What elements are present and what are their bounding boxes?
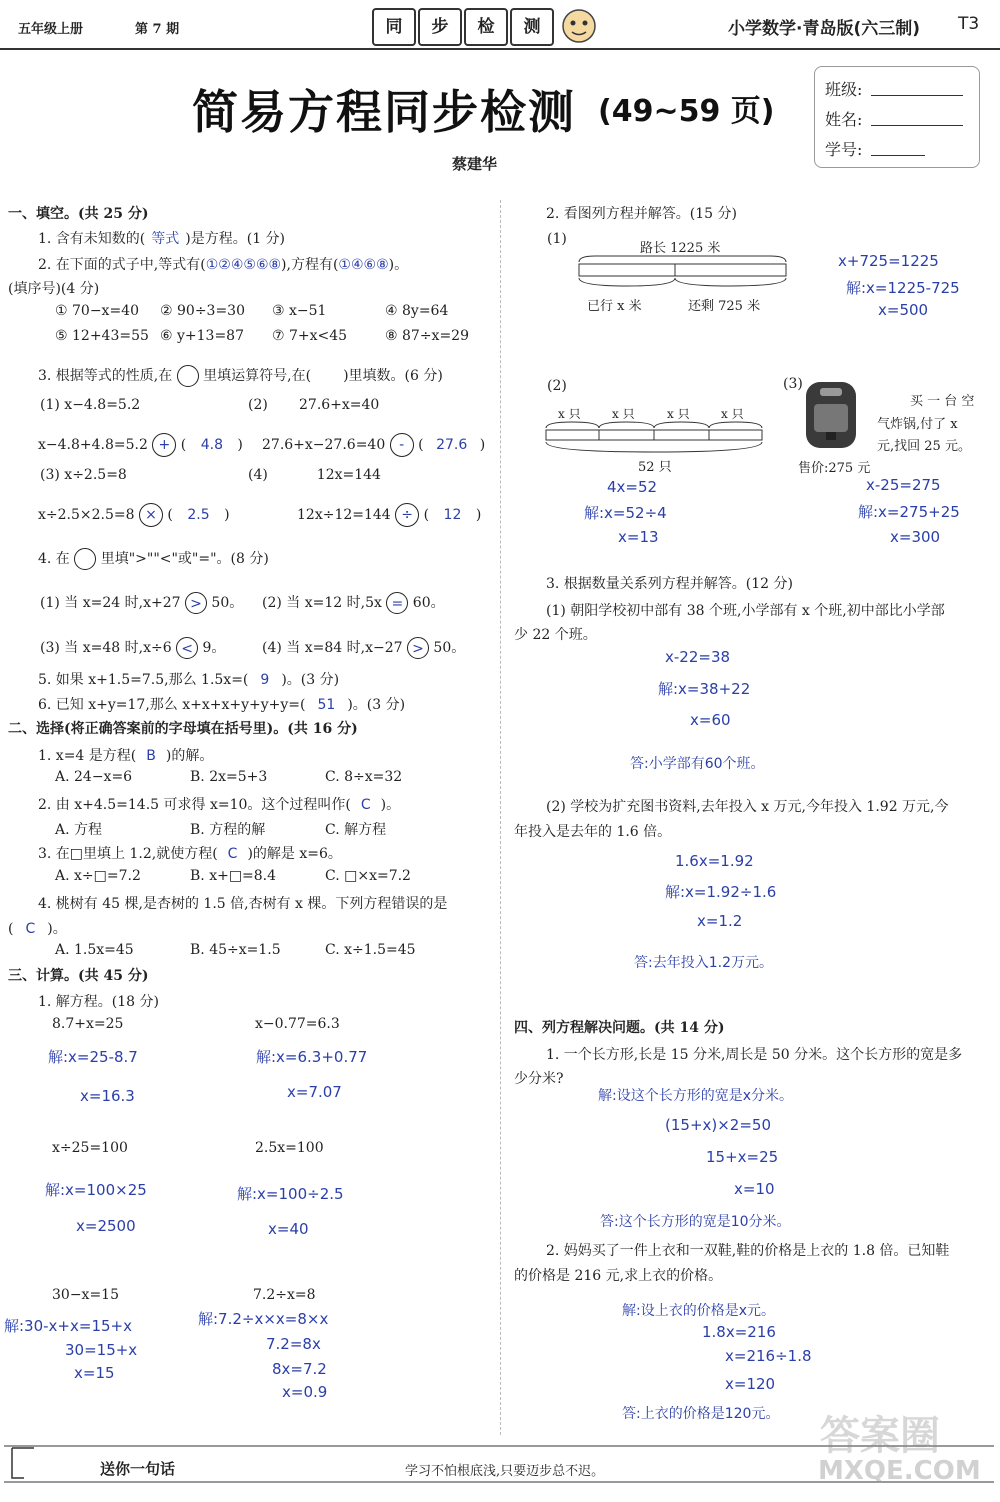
seg-label: x 只	[667, 407, 690, 421]
watermark-text: 答案圈	[820, 1413, 940, 1459]
q3-2-step: 27.6+x−27.6=40 - ( 27.6 )	[262, 433, 485, 457]
option: ⑦ 7+x<45	[272, 328, 348, 344]
answer: x=300	[890, 528, 941, 546]
r3-p1-text: 少 22 个班。	[514, 627, 597, 643]
r2-p2-num: (2)	[547, 378, 567, 394]
answer: x=1.2	[697, 912, 743, 930]
q3-4-eq: (4) 12x=144	[248, 467, 381, 483]
eq-step: 7.2=8x	[266, 1335, 321, 1353]
s2-q4: 4. 桃树有 45 棵,是杏树的 1.5 倍,杏树有 x 棵。下列方程错误的是	[38, 896, 448, 912]
choice: B. x+□=8.4	[190, 868, 277, 884]
r3-title: 3. 根据数量关系列方程并解答。(12 分)	[546, 576, 793, 592]
option: ① 70−x=40	[55, 303, 139, 319]
header-tab: 检	[464, 8, 508, 46]
page-header	[0, 0, 1000, 50]
choice: C. x÷1.5=45	[325, 942, 416, 958]
q3-3-step: x÷2.5×2.5=8 × ( 2.5 )	[38, 503, 230, 527]
answer: 解:x=1.92÷1.6	[665, 883, 777, 901]
r4-p2-text: 的价格是 216 元,求上衣的价格。	[514, 1268, 723, 1284]
s1-q2: 2. 在下面的式子中,等式有(①②④⑤⑥⑧),方程有(①④⑥⑧)。	[38, 257, 409, 273]
answer: 答:去年投入1.2万元。	[634, 955, 773, 971]
header-tab: 步	[418, 8, 462, 46]
option: ③ x−51	[272, 303, 327, 319]
name-label: 姓名:	[825, 110, 863, 129]
eq-step: 解:x=25-8.7	[48, 1048, 138, 1066]
r4-p2-text: 2. 妈妈买了一件上衣和一双鞋,鞋的价格是上衣的 1.8 倍。已知鞋	[546, 1243, 950, 1259]
q3-1-eq: (1) x−4.8=5.2	[40, 397, 141, 413]
column-divider	[500, 200, 501, 1435]
section-3-title: 三、计算。(共 45 分)	[8, 968, 149, 984]
air-fryer-icon	[800, 378, 862, 454]
answer: 4x=52	[607, 478, 658, 496]
eq-step: 解:x=100×25	[45, 1181, 147, 1199]
choice: A. 1.5x=45	[55, 942, 134, 958]
eq-step: 解:7.2÷x×x=8×x	[198, 1310, 329, 1328]
option: ④ 8y=64	[385, 303, 449, 319]
eq-step: x=7.07	[287, 1083, 342, 1101]
page-range: (49~59 页)	[598, 94, 775, 129]
eq-step: x=16.3	[80, 1087, 135, 1105]
r3-p2-text: (2) 学校为扩充图书资料,去年投入 x 万元,今年投入 1.92 万元,今	[546, 799, 949, 815]
choice: C. 解方程	[325, 822, 387, 838]
answer: x=60	[690, 711, 731, 729]
id-line	[871, 155, 925, 156]
diagram-left-label: 已行 x 米	[587, 299, 642, 314]
diagram-total-label: 52 只	[638, 460, 672, 475]
answer: x=120	[725, 1375, 776, 1393]
answer: 解:x=1225-725	[846, 279, 960, 297]
answer: 答:小学部有60个班。	[630, 756, 765, 772]
q3-2-eq: (2) 27.6+x=40	[248, 397, 380, 413]
q4-1: (1) 当 x=24 时,x+27 > 50。	[40, 592, 243, 614]
seg-label: x 只	[558, 407, 581, 421]
p3-text: 买 一 台 空	[910, 394, 975, 409]
eq-question: 30−x=15	[52, 1287, 119, 1303]
grade-label: 五年级上册	[18, 22, 84, 37]
option: ⑧ 87÷x=29	[385, 328, 469, 344]
choice: A. 方程	[55, 822, 103, 838]
s1-q3: 3. 根据等式的性质,在 里填运算符号,在( )里填数。(6 分)	[38, 365, 443, 387]
answer: 15+x=25	[706, 1148, 779, 1166]
tiger-icon	[556, 6, 602, 50]
s2-q3: 3. 在□里填上 1.2,就使方程( C )的解是 x=6。	[38, 846, 342, 862]
s1-q6: 6. 已知 x+y=17,那么 x+x+x+y+y+y=( 51 )。(3 分)	[38, 697, 406, 713]
q3-4-step: 12x÷12=144 ÷ ( 12 )	[297, 503, 481, 527]
answer: 解:x=275+25	[858, 503, 960, 521]
r2-p1-num: (1)	[547, 231, 567, 247]
answer: x=500	[878, 301, 929, 319]
choice: B. 2x=5+3	[190, 769, 268, 785]
choice: C. □×x=7.2	[325, 868, 411, 884]
eq-step: x=40	[268, 1220, 309, 1238]
answer: 1.6x=1.92	[675, 852, 754, 870]
issue-label: 第 7 期	[135, 22, 180, 37]
q4-4: (4) 当 x=84 时,x−27 > 50。	[262, 637, 465, 659]
header-tab: 测	[510, 8, 554, 46]
q4-3: (3) 当 x=48 时,x÷6 < 9。	[40, 637, 225, 659]
eq-step: 解:x=100÷2.5	[237, 1185, 344, 1203]
eq-question: 2.5x=100	[255, 1140, 324, 1156]
eq-step: 8x=7.2	[272, 1360, 327, 1378]
r2-p3-num: (3)	[783, 376, 803, 392]
answer: 答:上衣的价格是120元。	[622, 1406, 780, 1422]
eq-step: 30=15+x	[65, 1341, 138, 1359]
section-2-title: 二、选择(将正确答案前的字母填在括号里)。(共 16 分)	[8, 721, 358, 737]
diagram-top-label: 路长 1225 米	[640, 241, 721, 256]
seg-label: x 只	[612, 407, 635, 421]
header-tab: 同	[372, 8, 416, 46]
footer-label: 送你一句话	[100, 1460, 176, 1478]
answer: x=216÷1.8	[725, 1347, 812, 1365]
choice: A. 24−x=6	[55, 769, 133, 785]
r3-p2-text: 年投入是去年的 1.6 倍。	[514, 824, 672, 840]
s1-q2-note: (填序号)(4 分)	[8, 281, 100, 297]
price-label: 售价:275 元	[798, 461, 871, 476]
eq-question: 8.7+x=25	[52, 1016, 124, 1032]
answer: x+725=1225	[838, 252, 939, 270]
choice: B. 45÷x=1.5	[190, 942, 281, 958]
answer: 1.8x=216	[702, 1323, 776, 1341]
student-info-box	[814, 66, 980, 168]
answer: x-22=38	[665, 648, 731, 666]
eq-step: x=15	[74, 1364, 115, 1382]
four-part-diagram	[544, 418, 766, 456]
author: 蔡建华	[452, 155, 498, 173]
eq-step: 解:30-x+x=15+x	[4, 1317, 132, 1335]
series-label: 小学数学·青岛版(六三制)	[728, 19, 920, 39]
q3-1-step: x−4.8+4.8=5.2 + ( 4.8 )	[38, 433, 243, 457]
eq-step: 解:x=6.3+0.77	[256, 1048, 368, 1066]
eq-step: x=0.9	[282, 1383, 328, 1401]
s1-q5: 5. 如果 x+1.5=7.5,那么 1.5x=( 9 )。(3 分)	[38, 672, 340, 688]
section-1-title: 一、填空。(共 25 分)	[8, 206, 149, 222]
choice: C. 8÷x=32	[325, 769, 403, 785]
class-line	[871, 95, 963, 96]
eq-step: x=2500	[76, 1217, 136, 1235]
r4-p1-text: 1. 一个长方形,长是 15 分米,周长是 50 分米。这个长方形的宽是多	[546, 1047, 963, 1063]
s2-q2: 2. 由 x+4.5=14.5 可求得 x=10。这个过程叫作( C )。	[38, 797, 401, 813]
answer: x=10	[734, 1180, 775, 1198]
id-label: 学号:	[825, 140, 863, 159]
s2-q4-answer: ( C )。	[8, 921, 67, 937]
option: ⑤ 12+43=55	[55, 328, 149, 344]
answer: (15+x)×2=50	[665, 1116, 772, 1134]
r3-p1-text: (1) 朝阳学校初中部有 38 个班,小学部有 x 个班,初中部比小学部	[546, 603, 945, 619]
option: ② 90÷3=30	[160, 303, 245, 319]
answer: x-25=275	[866, 476, 941, 494]
eq-question: 7.2÷x=8	[253, 1287, 316, 1303]
s1-q4: 4. 在 里填">""<"或"="。(8 分)	[38, 548, 269, 570]
q3-3-eq: (3) x÷2.5=8	[40, 467, 127, 483]
p3-text: 元,找回 25 元。	[877, 439, 971, 454]
s1-q1: 1. 含有未知数的( 等式 )是方程。(1 分)	[38, 231, 286, 247]
eq-question: x−0.77=6.3	[255, 1016, 340, 1032]
class-label: 班级:	[825, 80, 863, 99]
footer-quote: 学习不怕根底浅,只要迈步总不迟。	[405, 1464, 605, 1479]
name-line	[871, 125, 963, 126]
page-code: T3	[958, 14, 980, 34]
answer: 解:x=38+22	[658, 680, 751, 698]
choice: A. x÷□=7.2	[55, 868, 141, 884]
line-segment-diagram	[575, 252, 790, 292]
answer: x=13	[618, 528, 659, 546]
seg-label: x 只	[721, 407, 744, 421]
section-4-title: 四、列方程解决问题。(共 14 分)	[514, 1020, 725, 1036]
watermark-url: MXQE.COM	[818, 1456, 981, 1486]
answer: 解:设上衣的价格是x元。	[622, 1303, 776, 1319]
eq-question: x÷25=100	[52, 1140, 128, 1156]
r4-p1-text: 少分米?	[514, 1071, 564, 1087]
p3-text: 气炸锅,付了 x	[877, 417, 958, 432]
answer: 解:x=52÷4	[584, 504, 667, 522]
page-title: 简易方程同步检测	[192, 85, 576, 139]
s2-q1: 1. x=4 是方程( B )的解。	[38, 748, 214, 764]
answer: 答:这个长方形的宽是10分米。	[600, 1214, 791, 1230]
diagram-right-label: 还剩 725 米	[688, 299, 761, 314]
option: ⑥ y+13=87	[160, 328, 244, 344]
r2-title: 2. 看图列方程并解答。(15 分)	[546, 206, 737, 222]
q4-2: (2) 当 x=12 时,5x = 60。	[262, 592, 445, 614]
s3-sub: 1. 解方程。(18 分)	[38, 994, 159, 1010]
answer: 解:设这个长方形的宽是x分米。	[598, 1088, 794, 1104]
choice: B. 方程的解	[190, 822, 266, 838]
